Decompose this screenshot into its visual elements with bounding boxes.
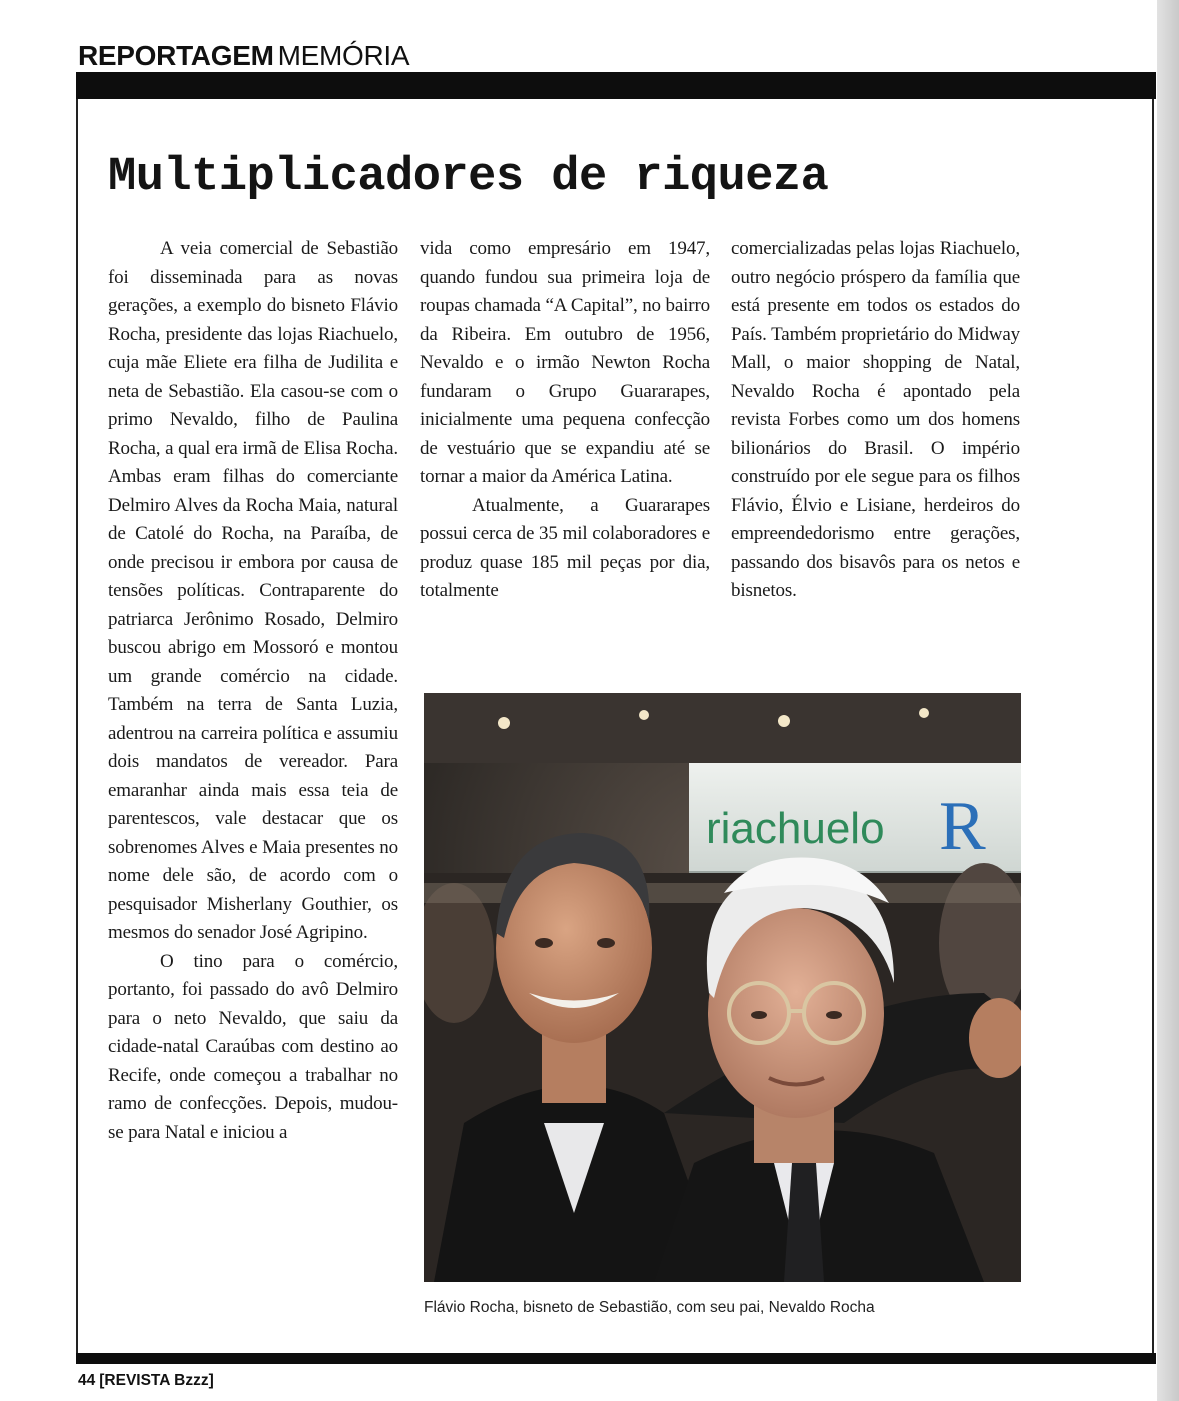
magazine-name: [REVISTA Bzzz] [99,1372,214,1389]
text-column-2 [420,235,710,606]
subsection-label: MEMÓRIA [277,40,410,71]
page-edge-shadow [1157,0,1179,1401]
page-footer [78,1370,214,1392]
paragraph: comercializadas pelas lojas Riachuelo, outro negócio próspero da família que está presente em todos os estados do País. Também proprietário do Midway Mall, o maior shopping de Natal, Nevaldo Rocha é apontado pela revista Forbes como um dos homens bilionários do Brasil. O império construído por ele segue para os filhos Flávio, Élvio e Lisiane, herdeiros do empreendedorismo entre gerações, passando dos bisavôs para os netos e bisnetos. [731,238,1020,601]
text-column-1 [108,235,398,1147]
section-header [78,38,409,74]
paragraph: vida como empresário em 1947, quando fundou sua primeira loja de roupas chamada “A Capital”, no bairro da Ribeira. Em outubro de 1956, Nevaldo e o irmão Newton Rocha fundaram o Grupo Guararapes, inicialmente uma pequena confecção de vestuário que se expandiu até se tornar a maior da América Latina. [420,238,710,487]
article-photo [424,693,1021,1282]
section-label: REPORTAGEM [78,40,274,71]
paragraph: A veia comercial de Sebastião foi disseminada para as novas gerações, a exemplo do bisneto Flávio Rocha, presidente das lojas Riachuelo, cuja mãe Eliete era filha de Judilita e neta de Sebastião. Ela casou-se com o primo Nevaldo, filho de Paulina Rocha, a qual era irmã de Elisa Rocha. Ambas eram filhas do comerciante Delmiro Alves da Rocha Maia, natural de Catolé do Rocha, na Paraíba, de onde precisou ir embora por causa de tensões políticas. Contraparente do patriarca Jerônimo Rosado, Delmiro buscou abrigo em Mossoró e montou um grande comércio na cidade. Também na terra de Santa Luzia, adentrou na carreira política e assumiu dois mandatos de vereador. Para emaranhar ainda mais essa teia de parentescos, vale destacar que os sobrenomes Alves e Maia presentes no nome dele são, de acordo com o pesquisador Misherlany Gouthier, os mesmos do senador José Agripino. [108,238,398,943]
text-column-3 [731,235,1020,606]
store-logo-letter: R [939,788,986,865]
article-title: Multiplicadores de riqueza [108,151,829,204]
bottom-rule-bar [76,1353,1156,1364]
page-number: 44 [78,1372,96,1389]
paragraph: Atualmente, a Guararapes possui cerca de 35 mil colaboradores e produz quase 185 mil peças por dia, totalmente [420,494,710,601]
top-rule-bar [76,72,1156,99]
photo-caption: Flávio Rocha, bisneto de Sebastião, com seu pai, Nevaldo Rocha [424,1299,875,1316]
store-sign-text: riachuelo [706,804,885,853]
paragraph: O tino para o comércio, portanto, foi passado do avô Delmiro para o neto Nevaldo, que saiu da cidade-natal Caraúbas com destino ao Recife, onde começou a trabalhar no ramo de confecções. Depois, mudou-se para Natal e iniciou a [108,950,398,1143]
